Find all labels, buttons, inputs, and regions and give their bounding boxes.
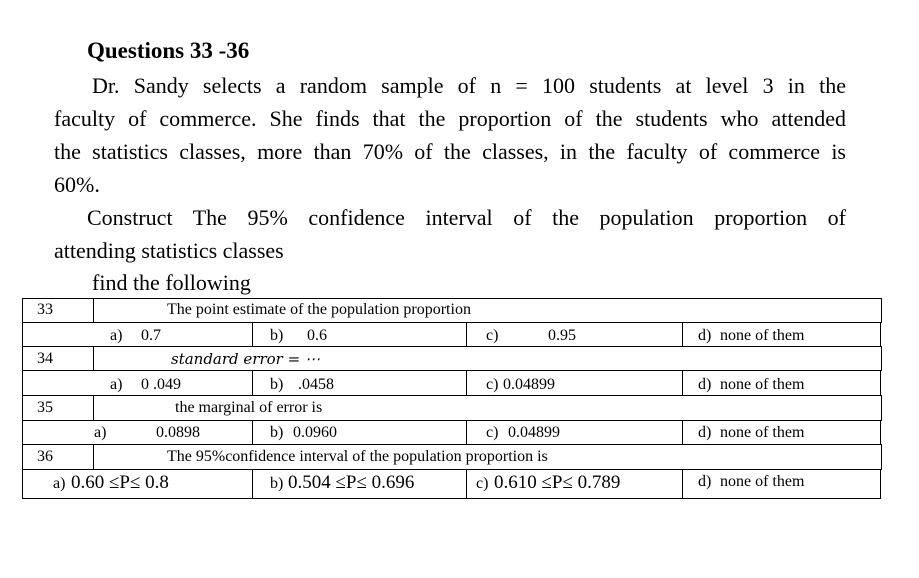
option-letter: b) [270, 376, 284, 393]
question-number-cell [22, 395, 94, 421]
option-c-cell[interactable] [466, 370, 683, 396]
option-letter: d) [698, 376, 712, 393]
question-number-cell [22, 346, 94, 371]
option-letter: c) [486, 327, 499, 344]
paragraph-line-1: Dr. Sandy selects a random sample of n = 100 students at level 3 in the [92, 73, 846, 98]
question-number: 35 [37, 399, 53, 416]
option-b-cell[interactable] [252, 420, 467, 445]
option-value: none of them [720, 376, 805, 393]
question-text: The 95%confidence interval of the population proportion is [167, 448, 548, 465]
option-b-cell[interactable] [252, 322, 467, 347]
option-value: 0.60 ≤P≤ 0.8 [71, 472, 169, 493]
option-letter: a) [110, 327, 123, 344]
question-number-cell [22, 298, 94, 323]
option-letter: b) [270, 327, 284, 344]
option-letter: d) [698, 473, 712, 490]
option-letter: b) [270, 475, 284, 492]
option-b-cell[interactable] [252, 370, 467, 396]
option-letter: d) [698, 327, 712, 344]
option-letter: a) [94, 424, 107, 441]
option-value: .0458 [298, 376, 334, 393]
questions-heading: Questions 33 -36 [87, 38, 250, 63]
option-letter: c) [486, 376, 499, 393]
option-value: 0.04899 [508, 424, 560, 441]
option-value: 0.0960 [293, 424, 337, 441]
paragraph-line-3: the statistics classes, more than 70% of the classes, in the faculty of commerce is [54, 139, 846, 164]
option-value: 0.504 ≤P≤ 0.696 [288, 472, 415, 493]
question-number-cell [22, 444, 94, 470]
question-text: standard error = ⋯ [171, 350, 320, 368]
option-a-cell[interactable] [22, 322, 253, 347]
option-value: none of them [720, 327, 805, 344]
instruction-line-1: Construct The 95% confidence interval of the population proportion of [87, 205, 846, 230]
option-letter: c) [486, 424, 499, 441]
paragraph-line-4: 60%. [54, 172, 100, 197]
option-value: none of them [720, 473, 805, 490]
option-letter: a) [110, 376, 123, 393]
question-number: 33 [37, 301, 53, 318]
question-text: The point estimate of the population proportion [167, 301, 471, 318]
option-letter: a) [53, 475, 66, 492]
option-a-cell[interactable] [22, 370, 253, 396]
option-value: 0 .049 [141, 376, 181, 393]
option-value: 0.7 [141, 327, 161, 344]
option-value: 0.95 [548, 327, 576, 344]
option-value: none of them [720, 424, 805, 441]
option-c-cell[interactable] [466, 420, 683, 445]
paragraph-line-2: faculty of commerce. She finds that the proportion of the students who attended [54, 106, 846, 131]
instruction-line-2: attending statistics classes [54, 238, 284, 263]
option-value: 0.04899 [503, 376, 555, 393]
option-value: 0.610 ≤P≤ 0.789 [494, 472, 621, 493]
option-letter: b) [270, 424, 284, 441]
find-following: find the following [92, 270, 251, 295]
option-letter: d) [698, 424, 712, 441]
question-number: 34 [37, 350, 53, 367]
question-text: the marginal of error is [175, 399, 323, 416]
question-number: 36 [37, 448, 53, 465]
option-letter: c) [476, 475, 489, 492]
option-value: 0.6 [307, 327, 327, 344]
option-a-cell[interactable] [22, 420, 253, 445]
option-value: 0.0898 [156, 424, 200, 441]
